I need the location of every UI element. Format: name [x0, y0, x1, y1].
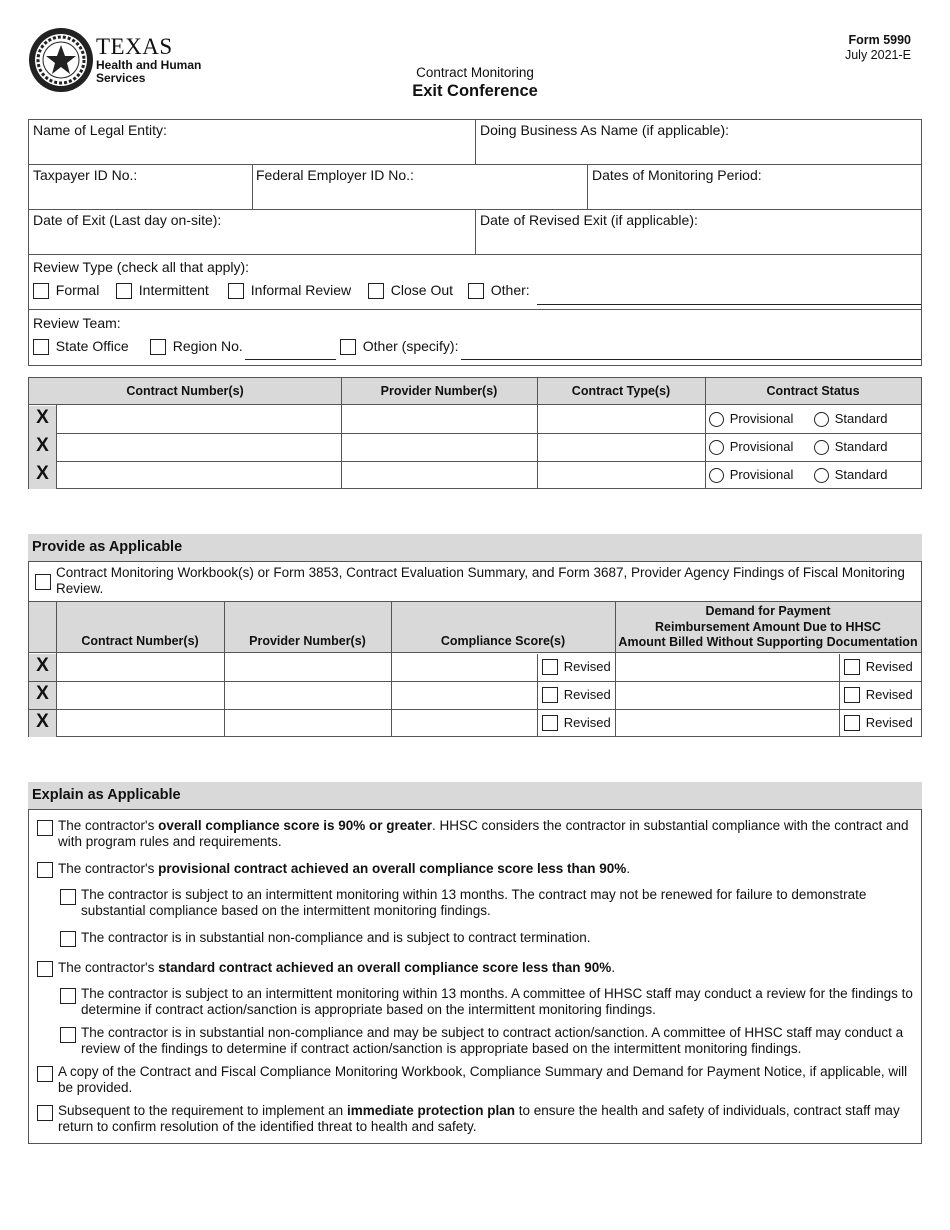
provider-number-cell[interactable] — [225, 682, 391, 709]
review-team-region[interactable] — [150, 338, 243, 355]
review-type-close-out-label: Close Out — [390, 282, 454, 298]
protection-plan-checkbox[interactable] — [37, 1105, 53, 1121]
demand-amount-cell[interactable] — [616, 654, 839, 681]
review-type-intermittent-label: Intermittent — [138, 282, 209, 298]
protection-plan-text-bold: immediate protection plan — [346, 1103, 515, 1118]
taxpayer-id-field[interactable] — [33, 185, 248, 207]
review-type-intermittent[interactable] — [116, 282, 209, 299]
status-provisional[interactable] — [709, 467, 793, 483]
standard-intermittent-checkbox[interactable] — [60, 988, 76, 1004]
review-team-other-field[interactable] — [461, 359, 921, 360]
review-type-formal-label: Formal — [55, 282, 100, 298]
explain-section-header — [28, 782, 922, 809]
provisional-intermittent-text: The contractor is subject to an intermittent monitoring within 13 months. The contract may not be renewed for failure to demonstrate substantial compliance based on the intermittent monitoring findings. — [81, 887, 867, 918]
provider-number-cell[interactable] — [342, 406, 537, 433]
contract-type-cell[interactable] — [538, 462, 705, 489]
standard-sanction-checkbox[interactable] — [60, 1027, 76, 1043]
standard-text-bold: standard contract achieved an overall compliance score less than 90% — [158, 960, 612, 975]
compliance-revised[interactable] — [542, 687, 611, 703]
demand-header-line1: Demand for Payment — [705, 604, 831, 618]
demand-amount-cell[interactable] — [616, 682, 839, 709]
form-date: July 2021-E — [844, 48, 911, 62]
contract-number-cell[interactable] — [57, 710, 224, 737]
demand-revised[interactable] — [844, 687, 913, 703]
standard-label: Standard — [834, 411, 888, 426]
review-type-formal[interactable] — [33, 282, 99, 299]
provisional-radio[interactable] — [709, 468, 724, 483]
provisional-radio[interactable] — [709, 440, 724, 455]
standard-intermittent-text: The contractor is subject to an intermittent monitoring within 13 months. A committee of HHSC staff may conduct a review for the findings to determine if contract action/sanction is appropriate based on the intermittent monitoring findings. — [81, 986, 913, 1017]
review-team-state-office[interactable] — [33, 338, 129, 355]
monitoring-dates-label: Dates of Monitoring Period: — [592, 167, 762, 183]
region-label: Region No. — [172, 338, 243, 354]
review-type-informal-label: Informal Review — [250, 282, 352, 298]
demand-header-line2: Reimbursement Amount Due to HHSC — [655, 619, 881, 634]
compliant-text-pre: The contractor's — [58, 818, 159, 833]
status-standard[interactable] — [814, 439, 888, 455]
review-type-other-label: Other: — [490, 282, 530, 298]
review-type-close-out-checkbox[interactable] — [368, 283, 384, 299]
provisional-text-post: . — [626, 861, 631, 876]
entity-info-section — [28, 119, 922, 366]
contract-type-cell[interactable] — [538, 406, 705, 433]
compliance-revised-checkbox[interactable] — [542, 659, 558, 675]
compliance-revised-label: Revised — [563, 659, 611, 674]
row-marker: X — [36, 683, 49, 704]
review-type-informal[interactable] — [228, 282, 351, 299]
row-marker: X — [36, 655, 49, 676]
monitoring-dates-field[interactable] — [592, 185, 918, 207]
row-marker: X — [36, 407, 49, 428]
demand-revised-label: Revised — [865, 715, 913, 730]
review-type-other-checkbox[interactable] — [468, 283, 484, 299]
demand-revised[interactable] — [844, 715, 913, 731]
standard-label: Standard — [834, 439, 888, 454]
contract-number-cell[interactable] — [57, 654, 224, 681]
provisional-termination-checkbox[interactable] — [60, 931, 76, 947]
compliance-revised-label: Revised — [563, 715, 611, 730]
compliant-text — [58, 818, 916, 850]
status-provisional[interactable] — [709, 411, 793, 427]
provider-number-cell[interactable] — [342, 462, 537, 489]
agency-name-line2: Health and Human — [96, 58, 202, 72]
provisional-text-pre: The contractor's — [58, 861, 159, 876]
demand-revised-checkbox[interactable] — [844, 715, 860, 731]
standard-checkbox[interactable] — [37, 961, 53, 977]
provider-number-cell[interactable] — [342, 434, 537, 461]
exit-date-label: Date of Exit (Last day on-site): — [33, 212, 222, 228]
review-type-formal-checkbox[interactable] — [33, 283, 49, 299]
review-type-close-out[interactable] — [368, 282, 453, 299]
review-team-label: Review Team: — [33, 315, 121, 331]
demand-revised-label: Revised — [865, 659, 913, 674]
standard-text-post: . — [611, 960, 616, 975]
workbook-text: Contract Monitoring Workbook(s) or Form 3853, Contract Evaluation Summary, and Form 3687, Provider Agency Findings of Fiscal Monitoring Review. — [56, 565, 905, 596]
federal-employer-id-label: Federal Employer ID No.: — [256, 167, 414, 183]
row-marker: X — [36, 711, 49, 732]
review-type-intermittent-checkbox[interactable] — [116, 283, 132, 299]
row-marker: X — [36, 463, 49, 484]
demand-revised[interactable] — [844, 659, 913, 675]
row-marker: X — [36, 435, 49, 456]
contract-number-cell[interactable] — [57, 434, 341, 461]
review-team-other-checkbox[interactable] — [340, 339, 356, 355]
contract-number-cell[interactable] — [57, 682, 224, 709]
region-checkbox[interactable] — [150, 339, 166, 355]
col-contract-status: Contract Status — [766, 384, 860, 398]
provisional-label: Provisional — [729, 467, 794, 482]
review-team-other-label: Other (specify): — [362, 338, 459, 354]
provisional-intermittent-checkbox[interactable] — [60, 889, 76, 905]
protection-plan-text-post: to ensure the health and safety of individuals, contract staff may return to confirm resolution of the identified threat to health and safety. — [58, 1103, 900, 1134]
workbook-copy-checkbox[interactable] — [37, 1066, 53, 1082]
contract-type-cell[interactable] — [538, 434, 705, 461]
demand-revised-checkbox[interactable] — [844, 659, 860, 675]
provisional-text — [58, 861, 916, 877]
compliance-score-cell[interactable] — [392, 682, 537, 709]
protection-plan-text-pre: Subsequent to the requirement to implement an — [58, 1103, 347, 1118]
status-standard[interactable] — [814, 467, 888, 483]
agency-name-line3: Services — [96, 71, 146, 85]
status-standard[interactable] — [814, 411, 888, 427]
workbook-item — [29, 562, 921, 601]
provide-section-title: Provide as Applicable — [32, 539, 183, 555]
provisional-radio[interactable] — [709, 412, 724, 427]
protection-plan-text — [58, 1103, 916, 1135]
compliance-revised-label: Revised — [563, 687, 611, 702]
provisional-text-bold: provisional contract achieved an overall compliance score less than 90% — [158, 861, 627, 876]
form-subtitle: Contract Monitoring — [416, 65, 534, 80]
contract-number-cell[interactable] — [57, 406, 341, 433]
provisional-termination-text: The contractor is in substantial non-compliance and is subject to contract termination. — [81, 930, 591, 945]
standard-text — [58, 960, 916, 976]
agency-name-line1: TEXAS — [96, 34, 173, 59]
demand-revised-checkbox[interactable] — [844, 687, 860, 703]
revised-exit-date-label: Date of Revised Exit (if applicable): — [480, 212, 698, 228]
standard-sanction-text: The contractor is in substantial non-compliance and may be subject to contract action/sanction. A committee of HHSC staff may conduct a review of the findings to determine if contract action/sanction is appropriate based on the intermittent monitoring findings. — [81, 1025, 904, 1056]
review-type-other[interactable] — [468, 282, 530, 299]
review-team-other[interactable] — [340, 338, 458, 355]
provide-section-header — [28, 534, 922, 561]
provide-col-demand — [615, 604, 921, 651]
provisional-checkbox[interactable] — [37, 862, 53, 878]
demand-revised-label: Revised — [865, 687, 913, 702]
provisional-label: Provisional — [729, 411, 794, 426]
provide-col-compliance: Compliance Score(s) — [440, 634, 566, 648]
compliance-revised-checkbox[interactable] — [542, 715, 558, 731]
region-number-field[interactable] — [245, 359, 336, 360]
demand-amount-cell[interactable] — [616, 710, 839, 737]
compliance-score-cell[interactable] — [392, 710, 537, 737]
explain-box — [28, 809, 922, 1144]
contract-number-cell[interactable] — [57, 462, 341, 489]
dba-label: Doing Business As Name (if applicable): — [480, 122, 730, 138]
standard-radio[interactable] — [814, 440, 829, 455]
provide-col-provider: Provider Number(s) — [249, 634, 366, 648]
compliant-text-bold: overall compliance score is 90% or greater — [158, 818, 433, 833]
review-type-label: Review Type (check all that apply): — [33, 259, 250, 275]
compliance-revised[interactable] — [542, 715, 611, 731]
review-type-informal-checkbox[interactable] — [228, 283, 244, 299]
compliance-score-cell[interactable] — [392, 654, 537, 681]
review-type-other-field[interactable] — [537, 304, 921, 305]
explain-section-title: Explain as Applicable — [32, 787, 181, 803]
form-number: Form 5990 — [848, 33, 911, 47]
compliance-revised[interactable] — [542, 659, 611, 675]
state-office-checkbox[interactable] — [33, 339, 49, 355]
legal-entity-label: Name of Legal Entity: — [33, 122, 167, 138]
compliant-text-post: . HHSC considers the contractor in substantial compliance with the contract and with program rules and requirements. — [58, 818, 909, 849]
compliant-checkbox[interactable] — [37, 820, 53, 836]
col-contract-number: Contract Number(s) — [126, 384, 244, 398]
status-provisional[interactable] — [709, 439, 793, 455]
taxpayer-id-label: Taxpayer ID No.: — [33, 167, 138, 183]
provide-table — [28, 561, 922, 737]
workbook-copy-text: A copy of the Contract and Fiscal Compliance Monitoring Workbook, Compliance Summary and Demand for Payment Notice, if applicable, will be provided. — [58, 1064, 908, 1095]
standard-radio[interactable] — [814, 412, 829, 427]
demand-header-line3: Amount Billed Without Supporting Documentation — [618, 635, 918, 649]
revised-exit-date-field[interactable] — [480, 230, 918, 252]
dba-field[interactable] — [480, 140, 918, 162]
contracts-table — [28, 377, 922, 489]
standard-radio[interactable] — [814, 468, 829, 483]
provider-number-cell[interactable] — [225, 710, 391, 737]
col-provider-number: Provider Number(s) — [380, 384, 498, 398]
workbook-checkbox[interactable] — [35, 574, 51, 590]
standard-text-pre: The contractor's — [58, 960, 159, 975]
state-office-label: State Office — [55, 338, 129, 354]
federal-employer-id-field[interactable] — [256, 185, 583, 207]
exit-date-field[interactable] — [33, 230, 471, 252]
provisional-label: Provisional — [729, 439, 794, 454]
col-contract-type: Contract Type(s) — [571, 384, 671, 398]
provider-number-cell[interactable] — [225, 654, 391, 681]
compliance-revised-checkbox[interactable] — [542, 687, 558, 703]
form-title: Exit Conference — [412, 82, 538, 100]
standard-label: Standard — [834, 467, 888, 482]
provide-col-contract: Contract Number(s) — [81, 634, 199, 648]
legal-entity-field[interactable] — [33, 140, 471, 162]
